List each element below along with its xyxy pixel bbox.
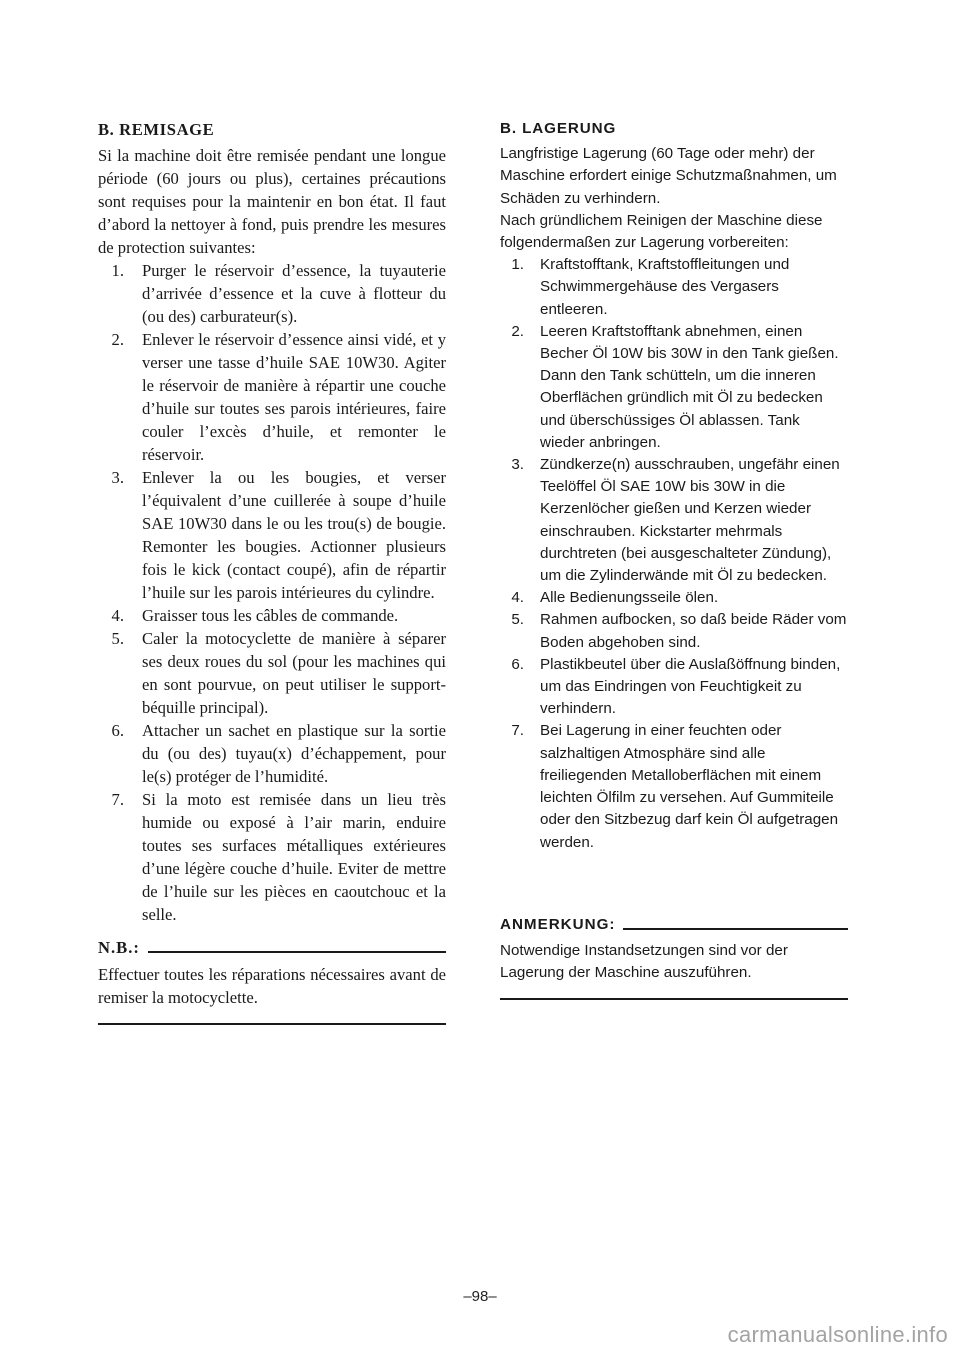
intro-de-1: Langfristige Lagerung (60 Tage oder mehr) der Maschine erfordert einige Schutzmaßnahmen, um Schäden zu verhindern.: [500, 145, 837, 207]
step-text: Alle Bedienungsseile ölen.: [540, 589, 719, 607]
step-text: Rahmen aufbocken, so daß beide Räder vom Boden abgehoben sind.: [540, 611, 847, 651]
steps-list-de: [500, 254, 848, 853]
french-column: [98, 118, 446, 1025]
step-text: Purger le réservoir d’essence, la tuyauterie d’arrivée d’essence et la cuve à flotteur du (ou des) carburateur(s).: [142, 261, 446, 326]
list-item: [98, 259, 446, 328]
step-number: 7.: [511, 722, 524, 740]
list-item: [500, 654, 848, 721]
step-number: 2.: [111, 330, 124, 349]
list-item: [98, 604, 446, 627]
step-text: Si la moto est remisée dans un lieu très humide ou exposé à l’air marin, enduire toutes ses surfaces métalliques extérieures d’une légère couche d’huile. Eviter de mettre de l’huile sur les pièces en caoutchouc et la selle.: [142, 790, 446, 924]
note-divider: [148, 951, 446, 953]
note-text-de: Notwendige Instandsetzungen sind vor der Lagerung der Maschine auszuführen.: [500, 941, 788, 982]
step-text: Graisser tous les câbles de commande.: [142, 606, 399, 625]
step-number: 3.: [111, 468, 124, 487]
note-end-rule: [500, 998, 848, 1000]
section-title-de: B. LAGERUNG: [500, 120, 617, 137]
list-item: [98, 719, 446, 788]
list-item: [500, 254, 848, 321]
note-label-de: ANMERKUNG:: [500, 915, 616, 933]
intro-de-2: Nach gründlichem Reinigen der Maschine diese folgendermaßen zur Lagerung vorbereiten:: [500, 211, 823, 252]
note-divider: [623, 928, 848, 930]
step-text: Caler la motocyclette de manière à séparer ses deux roues du sol (pour les machines qui en sont pourvue, on peut utiliser le support-béquille principal).: [142, 629, 446, 717]
step-number: 6.: [111, 721, 124, 740]
step-text: Zündkerze(n) ausschrauben, ungefähr einen Teelöffel Öl SAE 10W bis 30W in die Kerzenlöcher gießen und Kerzen wieder einschrauben. Kickstarter mehrmals durchtreten (bei ausgeschalteter Zündung), um die Zylinderwände mit Öl zu bedecken.: [540, 456, 840, 585]
list-item: [500, 454, 848, 587]
page-number: –98–: [463, 1288, 497, 1305]
step-text: Enlever le réservoir d’essence ainsi vidé, et y verser une tasse d’huile SAE 10W30. Agiter le réservoir de manière à répartir une couche d’huile sur toutes ses parois intérieures, faire couler l’excès d’huile, et remonter le réservoir.: [142, 330, 446, 464]
list-item: [500, 321, 848, 454]
note-label-fr: N.B.:: [98, 938, 140, 957]
step-number: 2.: [511, 322, 524, 340]
step-number: 4.: [511, 589, 524, 607]
step-text: Enlever la ou les bougies, et verser l’équivalent d’une cuillerée à soupe d’huile SAE 10W30 dans le ou les trou(s) de bougie. Remonter les bougies. Actionner plusieurs fois le kick (contact coupé), afin de répartir l’huile sur les parois intérieures du cylindre.: [142, 468, 446, 602]
note-header-de: [500, 914, 848, 936]
intro-fr: Si la machine doit être remisée pendant une longue période (60 jours ou plus), certaines précautions sont requises pour la maintenir en bon état. Il faut d’abord la nettoyer à fond, puis prendre les mesures de protection suivantes:: [98, 146, 446, 257]
step-text: Leeren Kraftstofftank abnehmen, einen Becher Öl 10W bis 30W in den Tank gießen. Dann den Tank schütteln, um die inneren Oberflächen gründlich mit Öl zu bedecken und überschüssiges Öl ablassen. Tank wieder anbringen.: [540, 322, 839, 451]
list-item: [500, 609, 848, 653]
steps-list-fr: [98, 259, 446, 926]
section-title-fr: B. REMISAGE: [98, 120, 215, 139]
step-number: 4.: [111, 606, 124, 625]
step-number: 7.: [111, 790, 124, 809]
step-text: Attacher un sachet en plastique sur la sortie du (ou des) tuyau(x) d’échappement, pour le(s) protéger de l’humidité.: [142, 721, 446, 786]
list-item: [98, 788, 446, 926]
step-text: Kraftstofftank, Kraftstoffleitungen und Schwimmergehäuse des Vergasers entleeren.: [540, 256, 790, 318]
step-number: 1.: [511, 256, 524, 274]
note-text-fr: Effectuer toutes les réparations nécessaires avant de remiser la motocyclette.: [98, 965, 446, 1007]
list-item: [500, 720, 848, 853]
step-number: 5.: [511, 611, 524, 629]
list-item: [98, 328, 446, 466]
step-number: 5.: [111, 629, 124, 648]
list-item: [500, 587, 848, 609]
step-text: Plastikbeutel über die Auslaßöffnung binden, um das Eindringen von Feuchtigkeit zu verhindern.: [540, 655, 841, 718]
list-item: [98, 627, 446, 719]
step-number: 3.: [511, 456, 524, 474]
step-number: 6.: [511, 655, 524, 673]
list-item: [98, 466, 446, 604]
step-number: 1.: [111, 261, 124, 280]
german-column: [500, 118, 848, 1000]
note-end-rule: [98, 1023, 446, 1025]
watermark: carmanualsonline.info: [727, 1322, 948, 1347]
step-text: Bei Lagerung in einer feuchten oder salzhaltigen Atmosphäre sind alle freiliegenden Metalloberflächen mit einem leichten Ölfilm zu versehen. Auf Gummiteile oder den Sitzbezug darf kein Öl aufgetragen werden.: [540, 722, 839, 851]
note-header-fr: [98, 936, 446, 959]
